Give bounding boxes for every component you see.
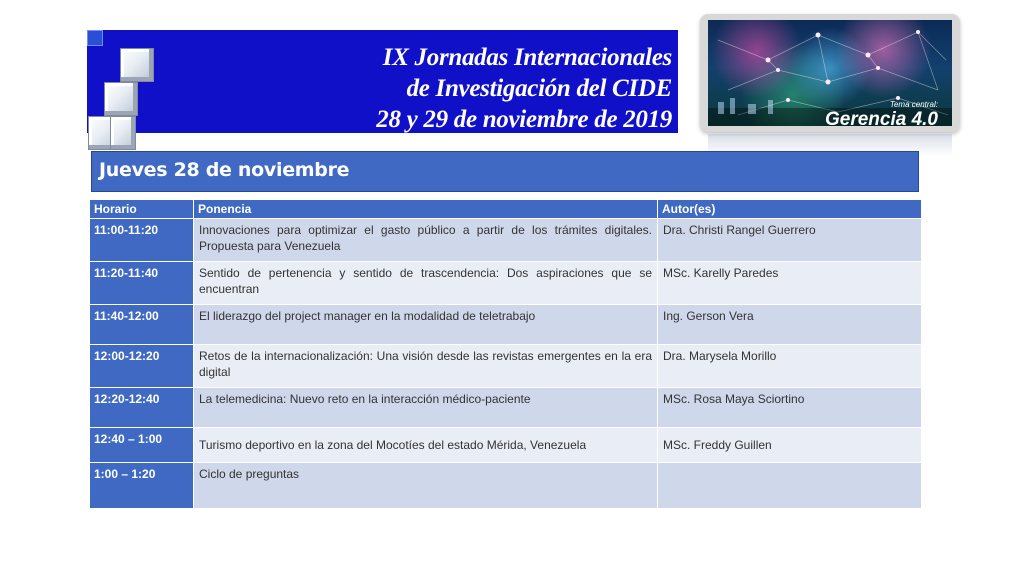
theme-image <box>708 20 952 126</box>
row-author: MSc. Karelly Paredes <box>658 262 922 305</box>
blocks-logo <box>88 48 178 152</box>
theme-name: Gerencia 4.0 <box>824 109 938 126</box>
row-author <box>658 463 922 509</box>
column-header-ponencia: Ponencia <box>194 200 658 219</box>
event-title-line2: de Investigación del CIDE <box>406 75 672 102</box>
column-header-autores: Autor(es) <box>658 200 922 219</box>
row-time: 12:40 – 1:00 <box>90 428 194 463</box>
event-title-line1: IX Jornadas Internacionales <box>382 44 672 71</box>
corner-square-decoration <box>87 30 103 46</box>
event-title <box>376 42 672 135</box>
table-row <box>90 305 922 345</box>
theme-label: Tema central: <box>889 100 938 109</box>
table-row <box>90 463 922 509</box>
row-title: El liderazgo del project manager en la modalidad de teletrabajo <box>194 305 658 345</box>
row-time: 11:00-11:20 <box>90 219 194 262</box>
row-time: 1:00 – 1:20 <box>90 463 194 509</box>
row-time: 12:00-12:20 <box>90 345 194 388</box>
day-header <box>91 151 919 192</box>
row-title: Ciclo de preguntas <box>194 463 658 509</box>
row-time: 12:20-12:40 <box>90 388 194 428</box>
table-row <box>90 345 922 388</box>
row-author: MSc. Rosa Maya Sciortino <box>658 388 922 428</box>
row-title: Innovaciones para optimizar el gasto público a partir de los trámites digitales. Propuesta para Venezuela <box>194 219 658 262</box>
row-time: 11:20-11:40 <box>90 262 194 305</box>
table-row <box>90 428 922 463</box>
row-time: 11:40-12:00 <box>90 305 194 345</box>
row-author: Ing. Gerson Vera <box>658 305 922 345</box>
row-author: Dra. Christi Rangel Guerrero <box>658 219 922 262</box>
schedule-table <box>89 199 922 509</box>
column-header-horario: Horario <box>90 200 194 219</box>
table-row <box>90 219 922 262</box>
theme-image-frame <box>700 14 960 132</box>
row-author: Dra. Marysela Morillo <box>658 345 922 388</box>
row-title: La telemedicina: Nuevo reto en la interacción médico-paciente <box>194 388 658 428</box>
row-title: Retos de la internacionalización: Una visión desde las revistas emergentes en la era digital <box>194 345 658 388</box>
table-row <box>90 388 922 428</box>
day-title: Jueves 28 de noviembre <box>99 159 350 181</box>
row-title: Turismo deportivo en la zona del Mocotíes del estado Mérida, Venezuela <box>194 428 658 463</box>
table-header-row <box>90 200 922 219</box>
table-row <box>90 262 922 305</box>
row-author: MSc. Freddy Guillen <box>658 428 922 463</box>
row-title: Sentido de pertenencia y sentido de trascendencia: Dos aspiraciones que se encuentran <box>194 262 658 305</box>
event-title-line3: 28 y 29 de noviembre de 2019 <box>376 106 672 133</box>
theme-caption <box>825 100 938 126</box>
